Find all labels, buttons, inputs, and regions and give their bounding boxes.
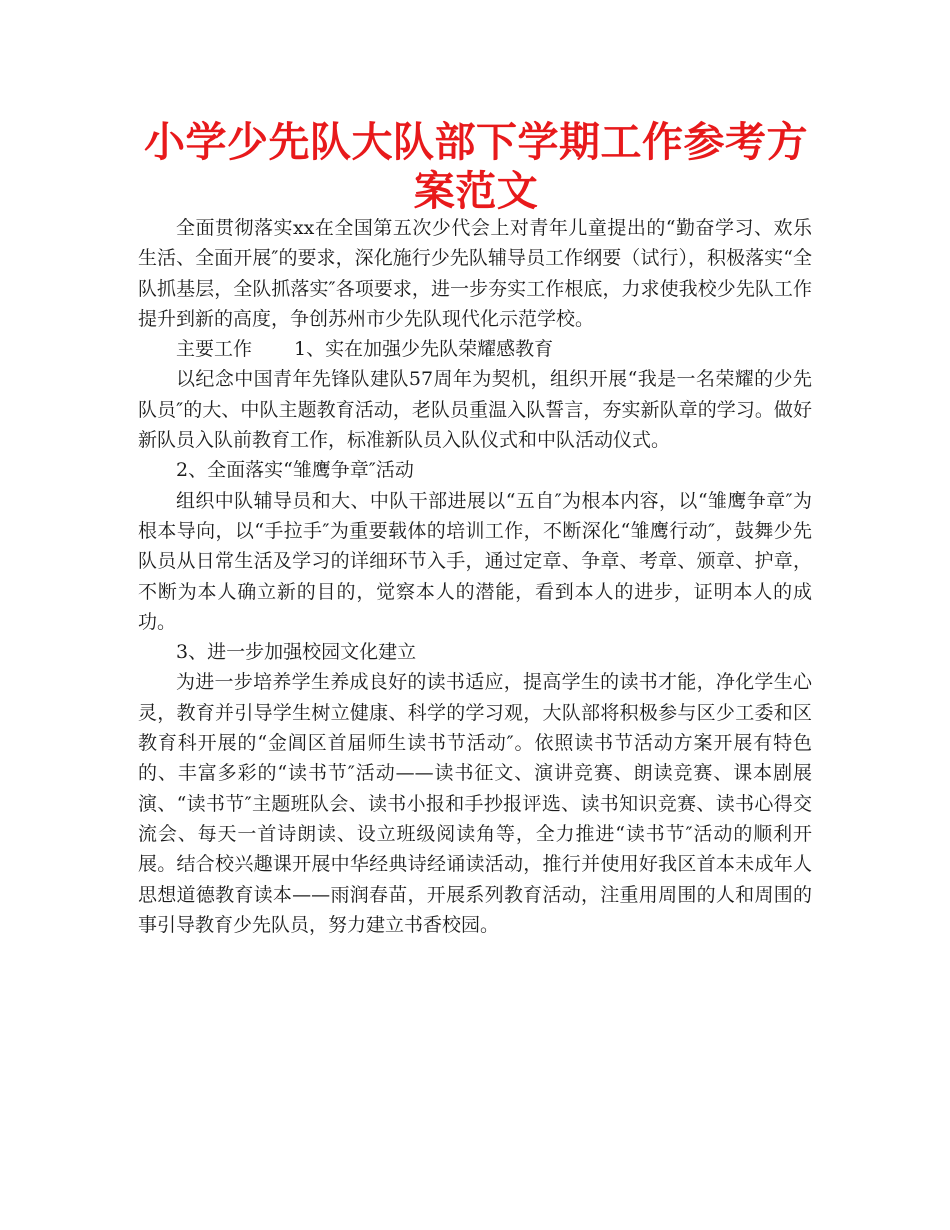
document-body [138, 213, 812, 940]
main-work-label: 主要工作 [176, 338, 253, 361]
section-heading-2: 2、全面落实“雏鹰争章″活动 [176, 459, 414, 482]
section-2-paragraph: 组织中队辅导员和大、中队干部进展以“五自″为根本内容，以“雏鹰争章″为根本导向，以“手拉手″为重要载体的培训工作，不断深化“雏鹰行动″，鼓舞少先队员从日常生活及学习的详细环节入手，通过定章、争章、考章、颁章、护章，不断为本人确立新的目的，觉察本人的潜能，看到本人的进步，证明本人的成功。 [138, 489, 812, 633]
document-title: 小学少先队大队部下学期工作参考方案范文 [144, 118, 808, 215]
section-heading-3: 3、进一步加强校园文化建立 [176, 641, 417, 664]
intro-paragraph: 全面贯彻落实xx在全国第五次少代会上对青年儿童提出的“勤奋学习、欢乐生活、全面开展″的要求，深化施行少先队辅导员工作纲要（试行），积极落实“全队抓基层，全队抓落实″各项要求，进一步夯实工作根底，力求使我校少先队工作提升到新的高度，争创苏州市少先队现代化示范学校。 [138, 217, 812, 330]
section-3-paragraph: 为进一步培养学生养成良好的读书适应，提高学生的读书才能，净化学生心灵，教育并引导学生树立健康、科学的学习观，大队部将积极参与区少工委和区教育科开展的“金阊区首届师生读书节活动″。依照读书节活动方案开展有特色的、丰富多彩的“读书节″活动——读书征文、演讲竞赛、朗读竞赛、课本剧展演、“读书节″主题班队会、读书小报和手抄报评选、读书知识竞赛、读书心得交流会、每天一首诗朗读、设立班级阅读角等，全力推进“读书节″活动的顺利开展。结合校兴趣课开展中华经典诗经诵读活动，推行并使用好我区首本未成年人思想道德教育读本——雨润春苗，开展系列教育活动，注重用周围的人和周围的事引导教育少先队员，努力建立书香校园。 [138, 671, 812, 936]
section-1-heading-text: 1、实在加强少先队荣耀感教育 [294, 338, 554, 361]
section-1-paragraph: 以纪念中国青年先锋队建队57周年为契机，组织开展“我是一名荣耀的少先队员″的大、中队主题教育活动，老队员重温入队誓言，夯实新队章的学习。做好新队员入队前教育工作，标准新队员入队仪式和中队活动仪式。 [138, 368, 812, 452]
section-heading-1 [138, 334, 812, 364]
